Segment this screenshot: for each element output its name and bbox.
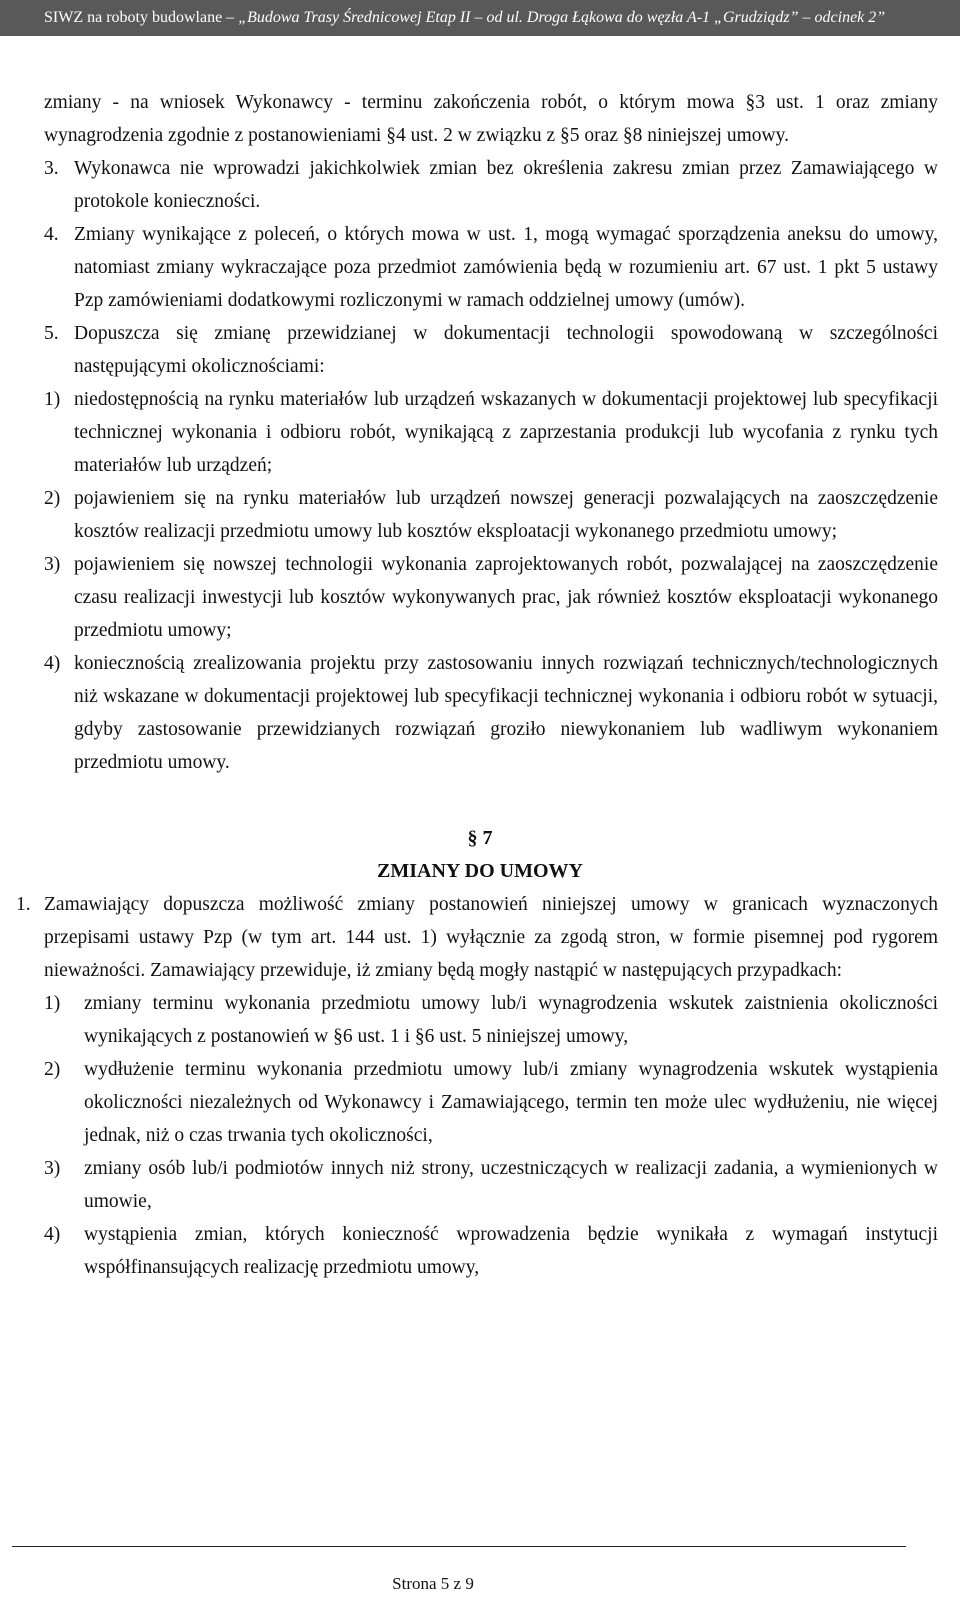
sublist-item-3 bbox=[0, 548, 938, 647]
sublist-item-number: 4) bbox=[44, 653, 61, 674]
list-item-text: Dopuszcza się zmianę przewidzianej w dokumentacji technologii spowodowaną w szczególności następującymi okolicznościami: bbox=[74, 323, 938, 377]
list-item-text: Zamawiający dopuszcza możliwość zmiany postanowień niniejszej umowy w granicach wyznaczonych przepisami ustawy Pzp (w tym art. 144 ust. 1) wyłącznie za zgodą stron, w formie pisemnej pod rygorem nieważności. Zamawiający przewiduje, iż zmiany będą mogły nastąpić w następujących przypadkach: bbox=[44, 894, 938, 981]
document-header bbox=[0, 0, 960, 36]
sublist-item-number: 1) bbox=[44, 389, 61, 410]
sublist-item-number: 4) bbox=[44, 1224, 61, 1245]
sublist-item-4 bbox=[0, 647, 938, 779]
sublist-item-number: 3) bbox=[44, 1158, 61, 1179]
header-prefix: SIWZ na roboty budowlane – bbox=[44, 9, 239, 26]
list-item-3 bbox=[0, 152, 938, 218]
sublist-item-text: pojawieniem się nowszej technologii wykonania zaprojektowanych robót, pozwalającej na zaoszczędzenie czasu realizacji inwestycji lub kosztów wykonywanych prac, jak również kosztów eksploatacji wykonanego przedmiotu umowy; bbox=[74, 554, 938, 641]
list-item-number: 1. bbox=[16, 894, 31, 915]
sublist-item-text: wystąpienia zmian, których konieczność wprowadzenia będzie wynikała z wymagań instytucji współfinansujących realizację przedmiotu umowy, bbox=[84, 1224, 938, 1278]
list-item-number: 5. bbox=[44, 323, 59, 344]
header-title: „Budowa Trasy Średnicowej Etap II – od ul. Droga Łąkowa do węzła A-1 „Grudziądz” – odcinek 2” bbox=[238, 9, 886, 26]
section7-subitem-4 bbox=[0, 1218, 938, 1284]
list-item-text: Zmiany wynikające z poleceń, o których mowa w ust. 1, mogą wymagać sporządzenia aneksu do umowy, natomiast zmiany wykraczające poza przedmiot zamówienia będą w rozumieniu art. 67 ust. 1 pkt 5 ustawy Pzp zamówieniami dodatkowymi rozliczonymi w ramach oddzielnej umowy (umów). bbox=[74, 224, 938, 311]
sublist-item-text: zmiany terminu wykonania przedmiotu umowy lub/i wynagrodzenia wskutek zaistnienia okoliczności wynikających z postanowień w §6 ust. 1 i §6 ust. 5 niniejszej umowy, bbox=[84, 993, 938, 1047]
list-item-number: 3. bbox=[44, 158, 59, 179]
sublist-item-text: zmiany osób lub/i podmiotów innych niż strony, uczestniczących w realizacji zadania, a wymienionych w umowie, bbox=[84, 1158, 938, 1212]
sublist-item-2 bbox=[0, 482, 938, 548]
section-number: § 7 bbox=[467, 827, 493, 849]
list-item-text: Wykonawca nie wprowadzi jakichkolwiek zmian bez określenia zakresu zmian przez Zamawiającego w protokole konieczności. bbox=[74, 158, 938, 212]
section7-subitem-3 bbox=[0, 1152, 938, 1218]
sublist-item-number: 2) bbox=[44, 1059, 61, 1080]
sublist-item-text: wydłużenie terminu wykonania przedmiotu umowy lub/i zmiany wynagrodzenia wskutek wystąpienia okoliczności niezależnych od Wykonawcy i Zamawiającego, termin ten może ulec wydłużeniu, nie więcej jednak, niż o czas trwania tych okoliczności, bbox=[84, 1059, 938, 1146]
sublist-item-number: 1) bbox=[44, 993, 61, 1014]
section7-subitem-1 bbox=[0, 987, 938, 1053]
sublist-item-text: niedostępnością na rynku materiałów lub urządzeń wskazanych w dokumentacji projektowej lub specyfikacji technicznej wykonania i odbioru robót, wynikającą z zaprzestania produkcji lub wycofania z rynku tych materiałów lub urządzeń; bbox=[74, 389, 938, 476]
section7-subitem-2 bbox=[0, 1053, 938, 1152]
section-spacer bbox=[0, 779, 960, 822]
paragraph-continuation: zmiany - na wniosek Wykonawcy - terminu zakończenia robót, o którym mowa §3 ust. 1 oraz zmiany wynagrodzenia zgodnie z postanowieniami §4 ust. 2 w związku z §5 oraz §8 niniejszej umowy. bbox=[44, 92, 938, 146]
page-content bbox=[0, 86, 960, 1284]
footer-divider bbox=[12, 1546, 906, 1547]
sublist-item-text: koniecznością zrealizowania projektu przy zastosowaniu innych rozwiązań technicznych/technologicznych niż wskazane w dokumentacji projektowej lub specyfikacji technicznej wykonania i odbioru robót w sytuacji, gdyby zastosowanie przewidzianych rozwiązań groziło niewykonaniem lub wadliwym wykonaniem przedmiotu umowy. bbox=[74, 653, 938, 773]
list-item-4 bbox=[0, 218, 938, 317]
section-title: ZMIANY DO UMOWY bbox=[377, 860, 583, 882]
sublist-item-number: 3) bbox=[44, 554, 61, 575]
header-text bbox=[44, 0, 885, 36]
sublist-item-1 bbox=[0, 383, 938, 482]
list-item-5 bbox=[0, 317, 938, 383]
sublist-item-number: 2) bbox=[44, 488, 61, 509]
section7-item-1 bbox=[0, 888, 938, 987]
list-item-number: 4. bbox=[44, 224, 59, 245]
sublist-item-text: pojawieniem się na rynku materiałów lub urządzeń nowszej generacji pozwalających na zaoszczędzenie kosztów realizacji przedmiotu umowy lub kosztów eksploatacji wykonanego przedmiotu umowy; bbox=[74, 488, 938, 542]
page-number: Strona 5 z 9 bbox=[392, 1574, 474, 1593]
